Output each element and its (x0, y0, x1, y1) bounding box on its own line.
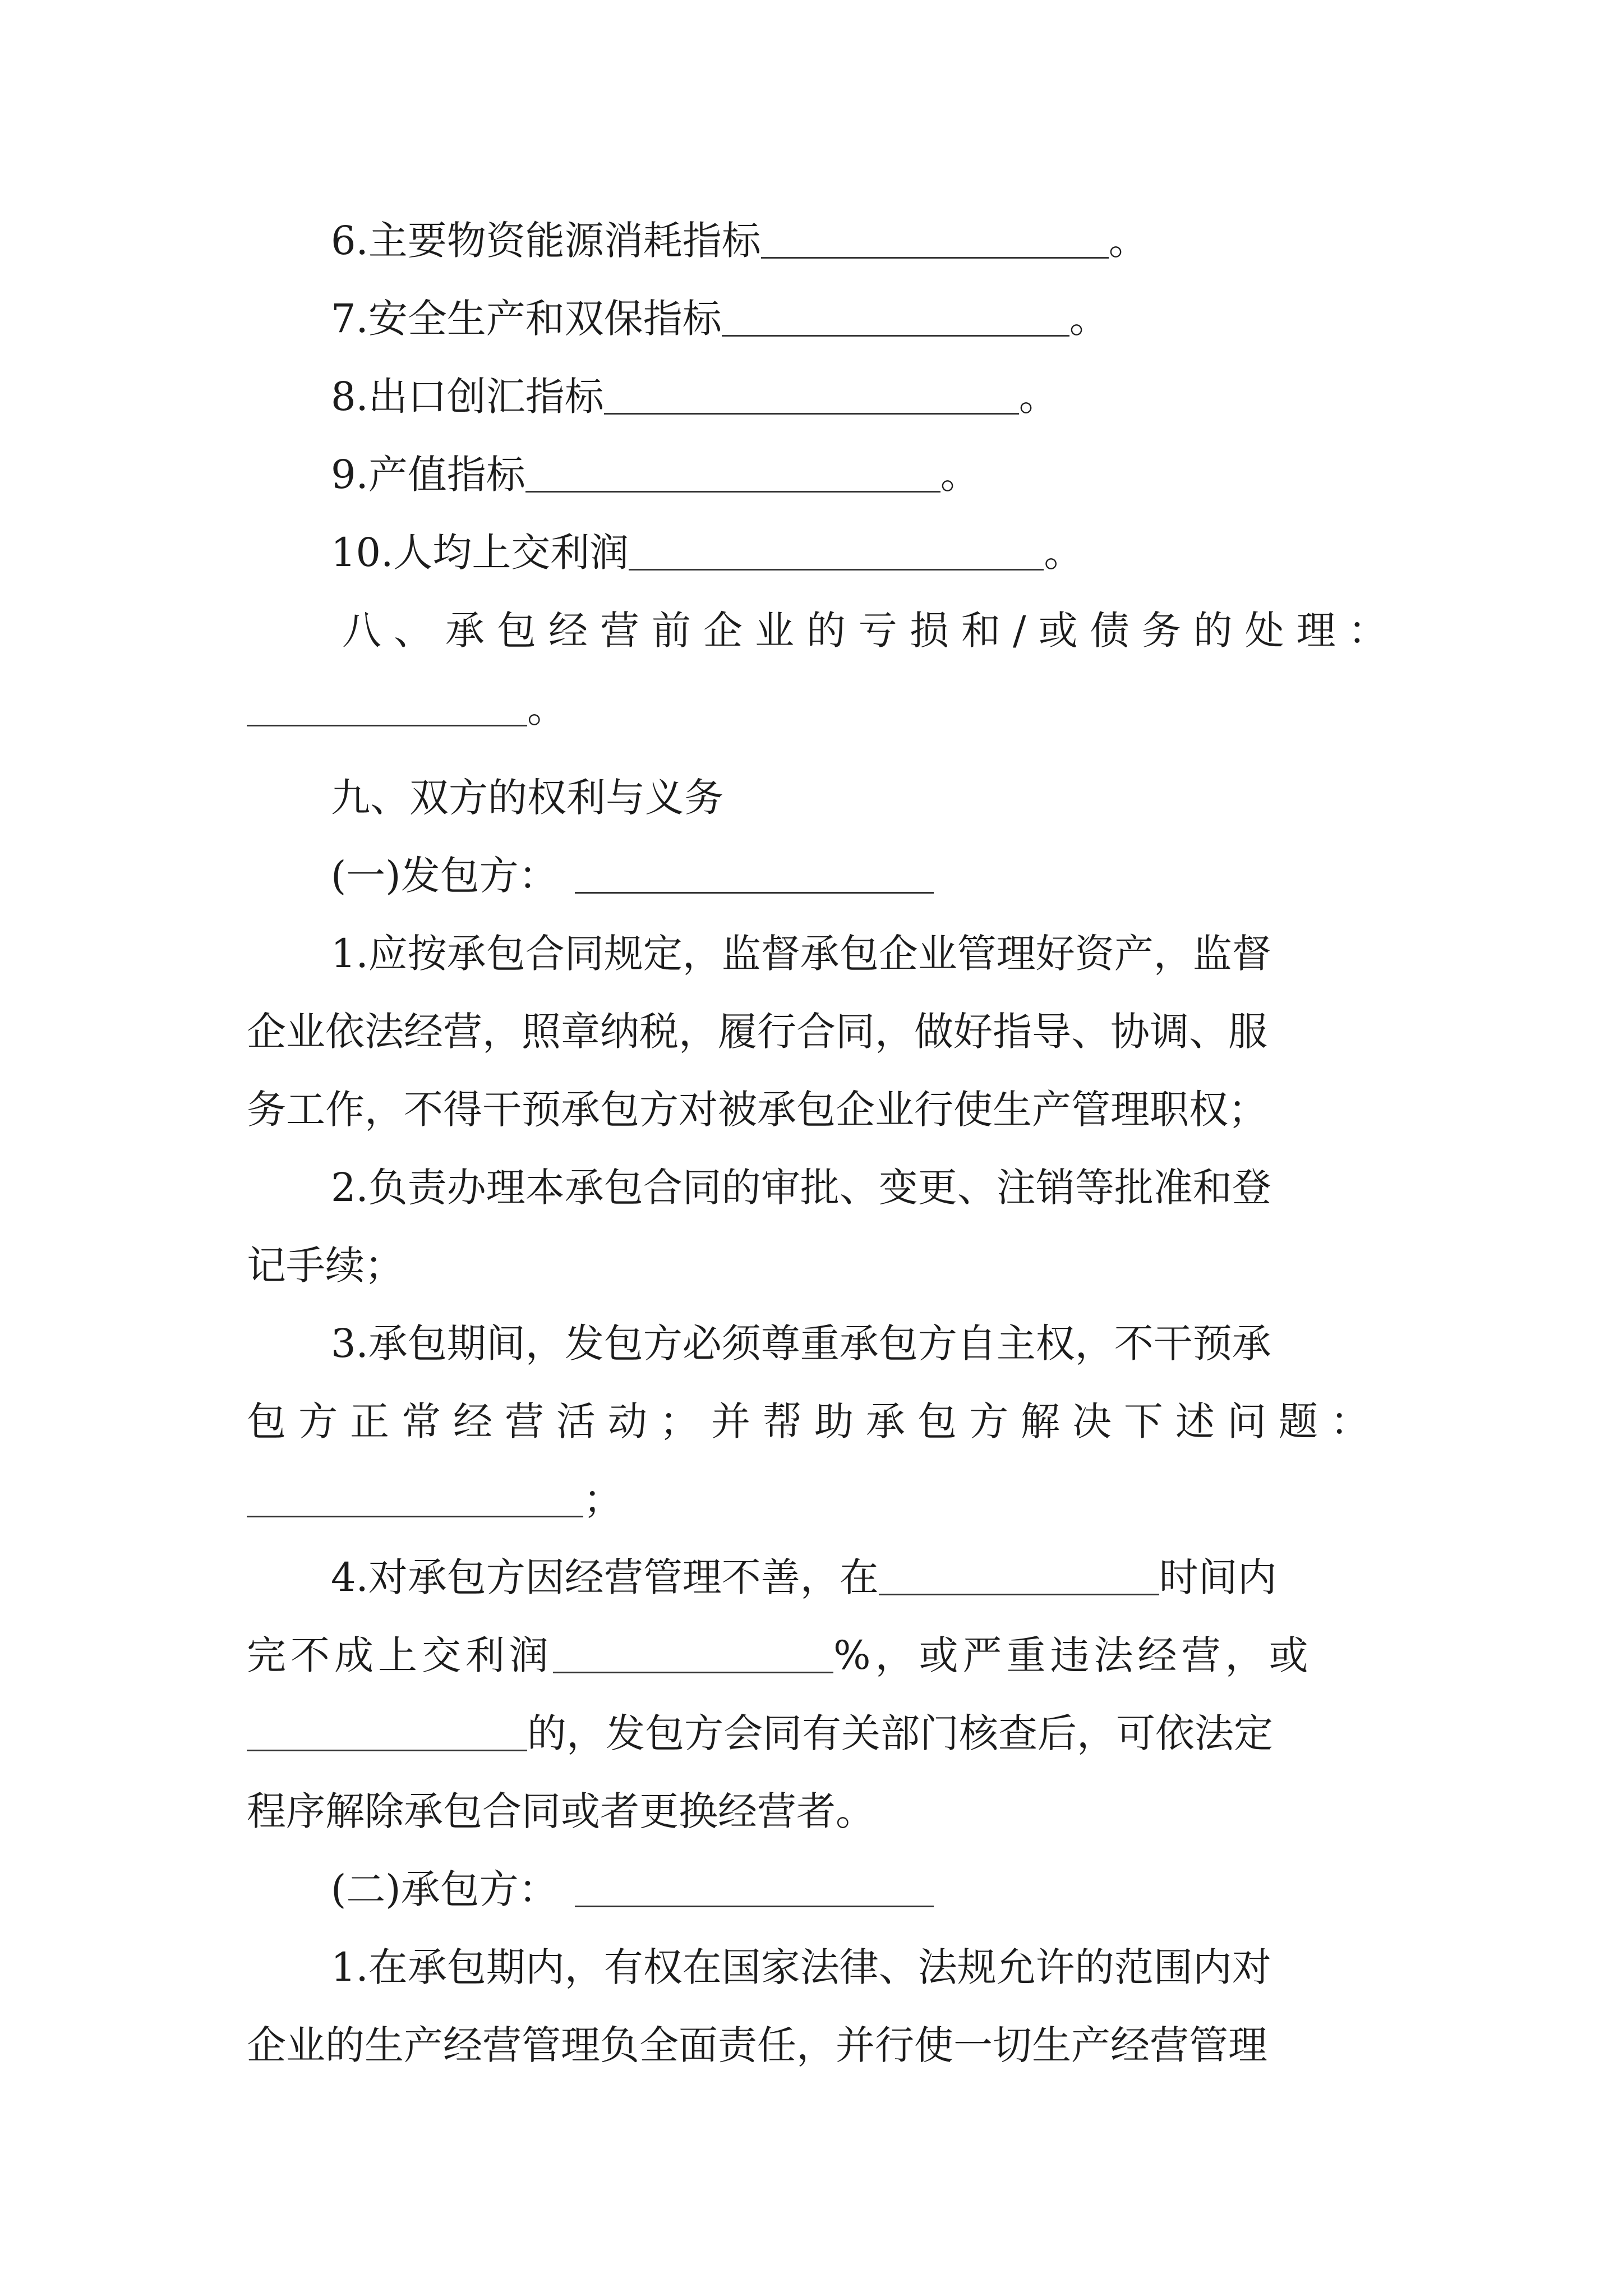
party-a-item-4-reason-blank[interactable] (247, 1714, 527, 1751)
item-8-end: 。 (1018, 374, 1058, 420)
party-b-blank[interactable] (575, 1870, 934, 1907)
party-a-item-1-line-2: 企业依法经营，照章纳税，履行合同，做好指导、协调、服 (247, 1009, 1267, 1055)
party-a-blank[interactable] (575, 857, 934, 894)
item-7 (247, 280, 1385, 358)
party-a-item-1-line-1: 1.应按承包合同规定，监督承包企业管理好资产，监督 (331, 931, 1271, 977)
party-a-item-4-line-2 (247, 1617, 1385, 1695)
item-6-blank[interactable] (761, 222, 1109, 259)
section-8-blank[interactable] (247, 689, 527, 726)
item-8-blank[interactable] (604, 378, 1019, 415)
item-7-blank[interactable] (722, 300, 1069, 337)
item-9 (247, 436, 1385, 514)
party-a-item-4-percent-blank[interactable] (553, 1636, 833, 1673)
party-a-item-4-line-4: 程序解除承包合同或者更换经营者。 (247, 1788, 875, 1834)
section-8-answer (247, 670, 1385, 748)
item-10-label: 10.人均上交利润 (331, 530, 629, 576)
item-9-blank[interactable] (525, 455, 940, 493)
item-8-label: 8.出口创汇指标 (331, 374, 604, 420)
item-8 (247, 358, 1385, 436)
party-a-item-4-text-3: 完不成上交利润 (247, 1632, 553, 1678)
party-a-heading (247, 837, 1385, 915)
party-b-label: (二)承包方： (331, 1866, 558, 1912)
party-b-item-1-line-2: 企业的生产经营管理负全面责任，并行使一切生产经营管理 (247, 2022, 1267, 2068)
item-7-end: 。 (1069, 296, 1109, 342)
party-a-item-3-line-2: 包方正常经营活动；并帮助承包方解决下述问题： (247, 1398, 1382, 1444)
party-b-item-1-line-1: 1.在承包期内，有权在国家法律、法规允许的范围内对 (331, 1944, 1271, 1990)
party-a-item-3-blank[interactable] (247, 1480, 583, 1517)
item-10 (247, 514, 1385, 592)
section-8-heading: 八、承包经营前企业的亏损和/或债务的处理： (342, 608, 1400, 654)
party-a-item-1-line-3: 务工作，不得干预承包方对被承包企业行使生产管理职权； (247, 1087, 1267, 1133)
party-a-item-3-line-1: 3.承包期间，发包方必须尊重承包方自主权，不干预承 (331, 1320, 1271, 1366)
party-a-item-4-text-4: %，或严重违法经营，或 (833, 1632, 1313, 1678)
item-10-end: 。 (1044, 530, 1083, 576)
item-9-end: 。 (940, 452, 980, 498)
party-a-item-4-text-1: 4.对承包方因经营管理不善，在 (331, 1554, 879, 1600)
party-a-item-4-text-2: 时间内 (1159, 1554, 1277, 1600)
item-10-blank[interactable] (629, 533, 1044, 570)
item-6-label: 6.主要物资能源消耗指标 (331, 218, 761, 264)
party-a-label: (一)发包方： (331, 853, 558, 899)
section-8-end: 。 (527, 685, 566, 731)
party-b-heading (247, 1851, 1385, 1929)
document-page (247, 202, 1400, 2085)
party-a-item-3-line-3 (247, 1461, 1385, 1539)
item-6-end: 。 (1108, 218, 1148, 264)
party-a-item-4-time-blank[interactable] (879, 1558, 1159, 1595)
item-6 (247, 202, 1385, 280)
item-7-label: 7.安全生产和双保指标 (331, 296, 722, 342)
section-9-title: 九、双方的权利与义务 (331, 775, 723, 821)
party-a-item-3-end: ； (583, 1476, 623, 1522)
party-a-item-4-text-5: 的，发包方会同有关部门核查后，可依法定 (527, 1710, 1273, 1756)
party-a-item-2-line-2: 记手续； (247, 1243, 404, 1289)
party-a-item-2-line-1: 2.负责办理本承包合同的审批、变更、注销等批准和登 (331, 1165, 1271, 1211)
party-a-item-4-line-1 (247, 1539, 1385, 1617)
party-a-item-4-line-3 (247, 1695, 1385, 1773)
item-9-label: 9.产值指标 (331, 452, 525, 498)
